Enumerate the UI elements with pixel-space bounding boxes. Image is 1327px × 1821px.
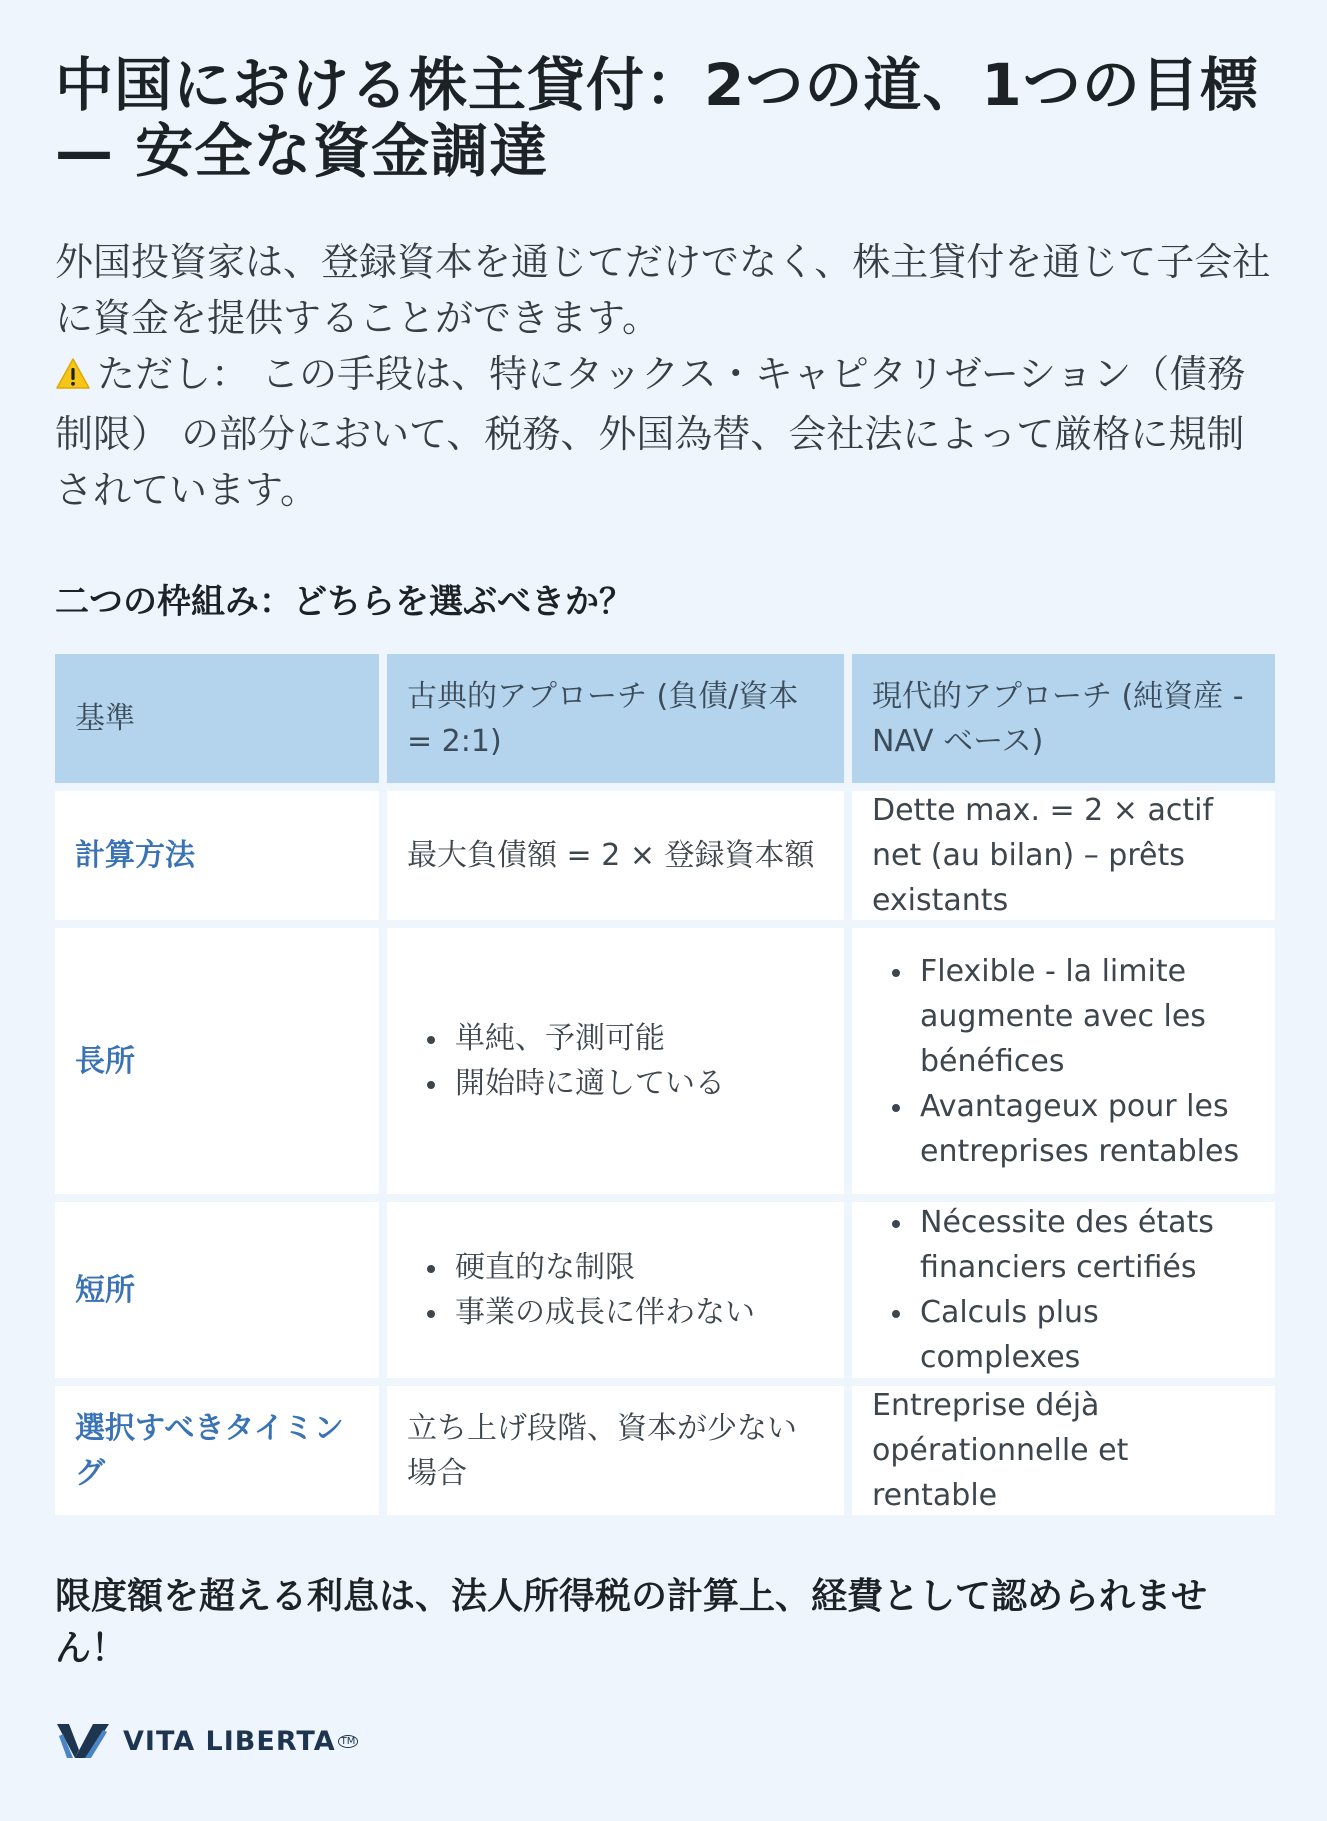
row-classic-disadvantages — [387, 1202, 844, 1378]
list — [872, 949, 1255, 1174]
warning-text: この手段は、特にタックス・キャピタリゼーション（債務制限） の部分において、税務、外国為替、会社法によって厳格に規制されています。 — [55, 352, 1246, 512]
table-header-classic: 古典的アプローチ (負債/資本 = 2:1) — [387, 654, 844, 783]
list-item: Calculs plus complexes — [872, 1290, 1255, 1380]
footer-note: 限度額を超える利息は、法人所得税の計算上、経費として認められません！ — [55, 1576, 1208, 1669]
list-item: Flexible - la limite augmente avec les bénéfices — [872, 949, 1255, 1084]
trademark-mark: TM — [338, 1735, 359, 1748]
list — [872, 1200, 1255, 1380]
table-header-criterion: 基準 — [55, 654, 379, 783]
row-classic-timing: 立ち上げ段階、資本が少ない場合 — [387, 1386, 844, 1515]
page-title: 中国における株主貸付：2つの道、1つの目標 — 安全な資金調達 — [55, 51, 1259, 185]
list-item: Nécessite des états financiers certifiés — [872, 1200, 1255, 1290]
table-header-modern: 現代的アプローチ (純資産 - NAV ベース) — [852, 654, 1275, 783]
list-item: 硬直的な制限 — [407, 1245, 755, 1290]
intro-text — [55, 234, 1273, 518]
row-modern-disadvantages — [852, 1202, 1275, 1378]
logo-mark-icon — [55, 1720, 111, 1762]
row-modern-advantages — [852, 928, 1275, 1194]
row-modern-timing: Entreprise déjà opérationnelle et rentable — [852, 1386, 1275, 1515]
row-classic-advantages — [387, 928, 844, 1194]
vita-liberta-logo — [55, 1720, 358, 1762]
page-content — [55, 52, 1273, 1675]
list — [407, 1245, 755, 1335]
row-criterion-timing: 選択すべきタイミング — [55, 1386, 379, 1515]
list-item: 事業の成長に伴わない — [407, 1290, 755, 1335]
logo-text: VITA LIBERTA — [123, 1725, 336, 1757]
row-criterion-disadvantages: 短所 — [55, 1202, 379, 1378]
warning-icon — [55, 350, 91, 406]
list-item: 単純、予測可能 — [407, 1016, 725, 1061]
row-modern-calculation: Dette max. = 2 × actif net (au bilan) – prêts existants — [852, 791, 1275, 920]
warning-label: ただし： — [97, 352, 250, 396]
list-item: 開始時に適している — [407, 1061, 725, 1106]
row-criterion-advantages: 長所 — [55, 928, 379, 1194]
row-criterion-calculation: 計算方法 — [55, 791, 379, 920]
warning-paragraph — [55, 346, 1273, 518]
row-classic-calculation: 最大負債額 = 2 × 登録資本額 — [387, 791, 844, 920]
list-item: Avantageux pour les entreprises rentables — [872, 1084, 1255, 1174]
intro-paragraph: 外国投資家は、登録資本を通じてだけでなく、株主貸付を通じて子会社に資金を提供することができます。 — [55, 240, 1271, 340]
comparison-table — [55, 654, 1273, 1515]
section-heading: 二つの枠組み：どちらを選ぶべきか？ — [55, 582, 633, 622]
list — [407, 1016, 725, 1106]
